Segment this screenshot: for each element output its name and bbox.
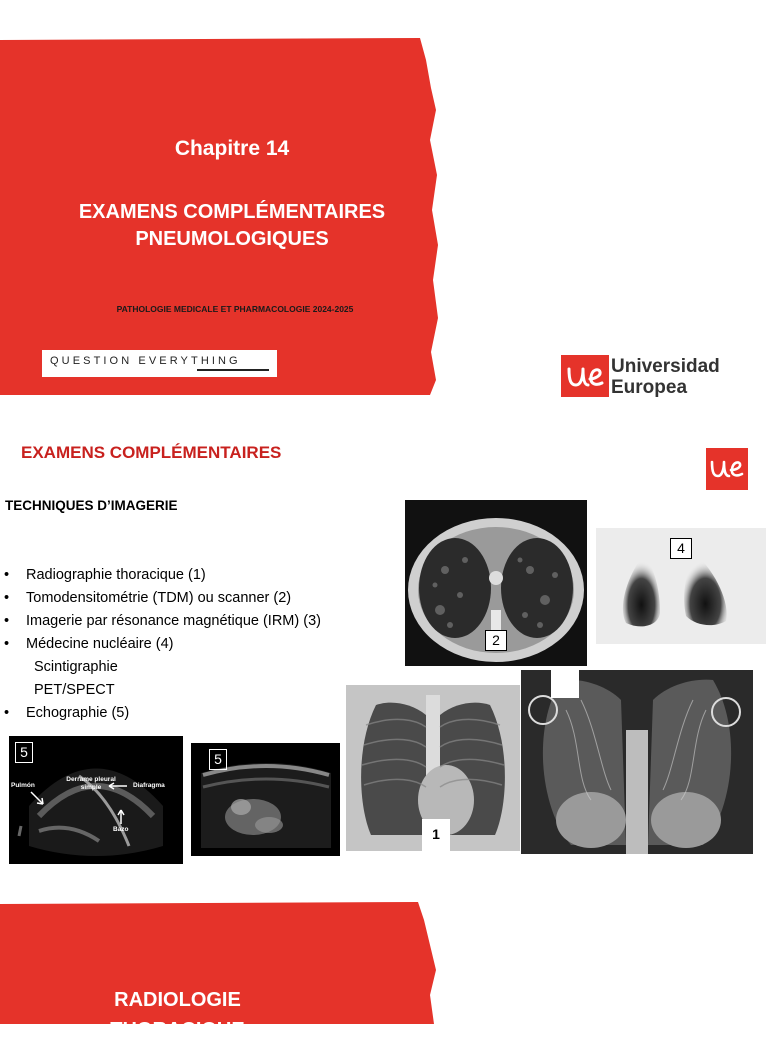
list-item: • Tomodensitométrie (TDM) ou scanner (2) [4,590,292,606]
chapter-label: Chapitre 14 [174,137,290,160]
ue-logo-icon [706,448,748,490]
technique-list [4,564,321,725]
title-slide [0,0,768,410]
section-title [0,985,355,1045]
ct-scan-image [405,500,587,666]
image-label-5: 5 [15,742,33,763]
imaging-techniques-slide [0,420,768,875]
section-title-line1: RADIOLOGIE [114,989,241,1011]
tagline-text: QUESTION EVERYTHING [50,355,241,367]
course-label: PATHOLOGIE MEDICALE ET PHARMACOLOGIE 2024-2025 [116,304,354,314]
annotation-arrows [9,736,183,864]
chapter-title-line2: PNEUMOLOGIQUES [135,228,329,250]
annotation-bazo: Bazo [113,826,129,833]
university-name-line1: Universidad [611,356,720,377]
radiology-slide [0,890,768,1041]
image-label-3-hidden [551,670,579,698]
slide-title: EXAMENS COMPLÉMENTAIRES [21,443,282,462]
chest-xray-image [346,685,520,851]
list-subitem: Scintigraphie [34,659,118,675]
chapter-title-line1: EXAMENS COMPLÉMENTAIRES [78,201,386,223]
university-name [611,356,720,398]
image-label-1: 1 [422,819,450,851]
tagline-underline [197,369,269,371]
list-item: • Imagerie par résonance magnétique (IRM) (3) [4,613,321,629]
image-label-2: 2 [485,630,507,651]
list-item: • Radiographie thoracique (1) [4,567,206,583]
section-subtitle: TECHNIQUES D’IMAGERIE [5,498,178,513]
section-title-line2: THORACIQUE [110,1019,245,1041]
mri-image [521,670,753,854]
ue-logo-icon [561,355,609,397]
echography-image-2 [191,743,340,856]
list-subitem: PET/SPECT [34,682,115,698]
image-label-5: 5 [209,749,227,770]
echography-image-1 [9,736,183,864]
university-name-line2: Europea [611,377,688,398]
list-item: • Médecine nucléaire (4) [4,636,174,652]
image-label-4: 4 [670,538,692,559]
annotation-diafragma: Diafragma [133,782,165,789]
tagline-box [42,350,277,377]
list-item: • Echographie (5) [4,705,130,721]
chapter-title [0,199,464,253]
annotation-derrame: Derrame pleural simple [66,776,116,791]
scintigraphy-image [596,528,766,644]
annotation-pulmon: Pulmón [11,782,35,789]
